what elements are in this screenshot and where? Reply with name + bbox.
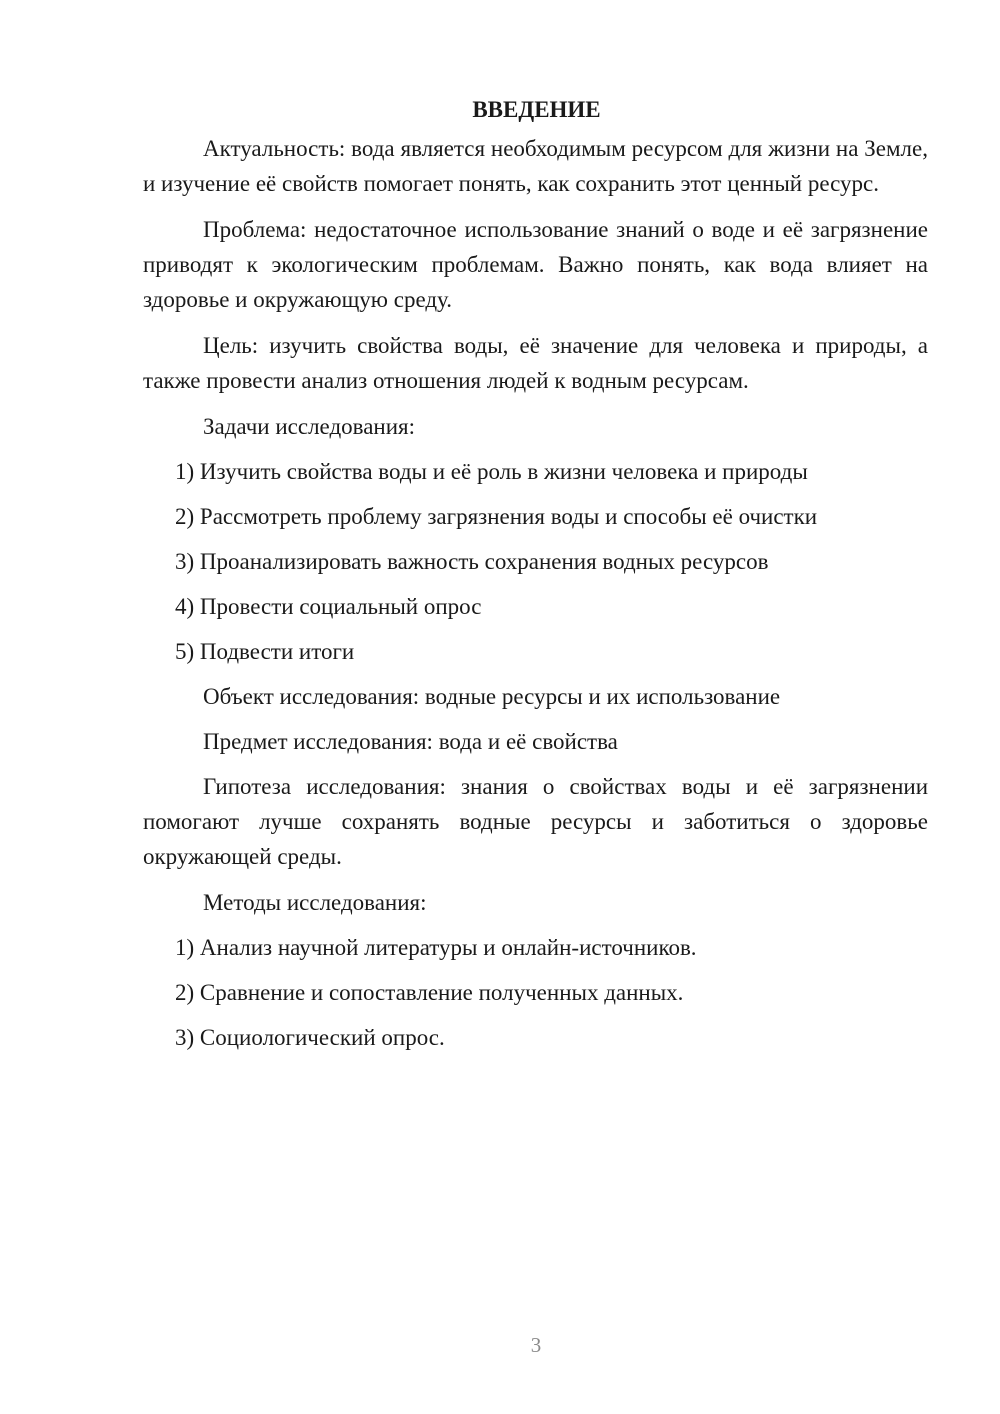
task-item-5: 5) Подвести итоги <box>175 639 355 664</box>
methods-heading: Методы исследования: <box>203 890 427 915</box>
task-item-2: 2) Рассмотреть проблему загрязнения воды и способы её очистки <box>175 504 818 529</box>
research-subject: Предмет исследования: вода и её свойства <box>203 729 618 754</box>
research-object: Объект исследования: водные ресурсы и их использование <box>203 684 781 709</box>
method-item-1: 1) Анализ научной литературы и онлайн-источников. <box>175 935 697 960</box>
page-content <box>143 92 928 1065</box>
hypothesis-paragraph: Гипотеза исследования: знания о свойствах воды и её загрязнении помогают лучше сохранять водные ресурсы и заботиться о здоровье окружающей среды. <box>143 774 928 869</box>
task-item-3: 3) Проанализировать важность сохранения водных ресурсов <box>175 549 769 574</box>
relevance-paragraph: Актуальность: вода является необходимым ресурсом для жизни на Земле, и изучение её свойств помогает понять, как сохранить этот ценный ресурс. <box>143 136 928 196</box>
task-item-4: 4) Провести социальный опрос <box>175 594 482 619</box>
goal-paragraph: Цель: изучить свойства воды, её значение для человека и природы, а также провести анализ отношения людей к водным ресурсам. <box>143 333 928 393</box>
tasks-heading: Задачи исследования: <box>203 414 416 439</box>
method-item-2: 2) Сравнение и сопоставление полученных данных. <box>175 980 684 1005</box>
problem-paragraph: Проблема: недостаточное использование знаний о воде и её загрязнение приводят к экологическим проблемам. Важно понять, как вода влияет на здоровье и окружающую среду. <box>143 217 928 312</box>
page-number: 3 <box>530 1333 542 1357</box>
page-title: ВВЕДЕНИЕ <box>472 97 601 122</box>
task-item-1: 1) Изучить свойства воды и её роль в жизни человека и природы <box>175 459 808 484</box>
method-item-3: 3) Социологический опрос. <box>175 1025 445 1050</box>
